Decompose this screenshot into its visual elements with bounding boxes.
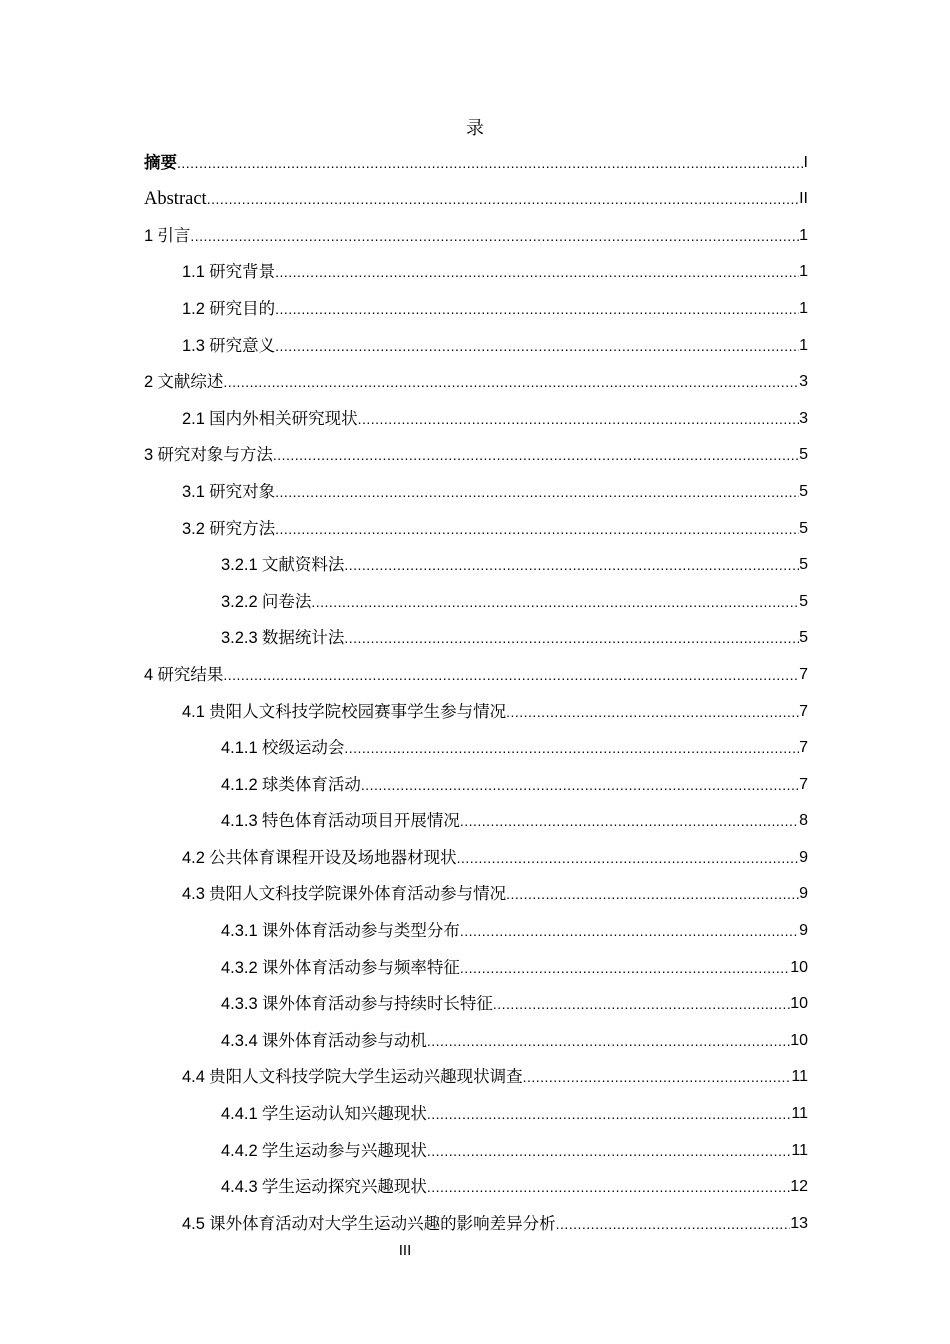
toc-entry-label bbox=[182, 298, 275, 320]
toc-entry-text: 文献资料法 bbox=[261, 555, 345, 575]
toc-entry[interactable] bbox=[144, 430, 808, 467]
toc-entry-label bbox=[221, 993, 493, 1015]
toc-entry-number: 4.3.2 bbox=[221, 958, 258, 977]
toc-entry-number: 1.1 bbox=[182, 263, 205, 282]
toc-entry-label bbox=[182, 481, 275, 503]
toc-entry-number: 3.2.2 bbox=[221, 592, 258, 611]
toc-entry-page: 5 bbox=[799, 592, 808, 610]
toc-entry-number: 3.2.1 bbox=[221, 556, 258, 575]
toc-entry-number: 2 bbox=[144, 373, 154, 392]
toc-dot-leader bbox=[275, 261, 799, 283]
toc-entry-text: 研究意义 bbox=[209, 335, 276, 355]
toc-entry-label bbox=[182, 408, 358, 430]
toc-dot-leader bbox=[358, 408, 800, 430]
toc-dot-leader bbox=[177, 152, 804, 174]
toc-entry-page: 5 bbox=[799, 482, 808, 500]
toc-entry-page: 1 bbox=[799, 299, 808, 317]
toc-dot-leader bbox=[273, 444, 799, 466]
toc-dot-leader bbox=[460, 810, 799, 832]
toc-dot-leader bbox=[361, 774, 799, 796]
toc-entry-text: 课外体育活动参与动机 bbox=[261, 1030, 427, 1050]
toc-entry-page: 9 bbox=[799, 922, 808, 940]
toc-entry-label bbox=[182, 335, 275, 357]
toc-entry-label bbox=[144, 225, 190, 247]
toc-entry-page: 5 bbox=[799, 446, 808, 464]
toc-entry-text: 课外体育活动参与频率特征 bbox=[261, 957, 460, 977]
toc-entry[interactable] bbox=[144, 613, 808, 650]
toc-entry-text: 问卷法 bbox=[261, 591, 312, 611]
toc-entry-text: 引言 bbox=[157, 225, 191, 245]
toc-entry[interactable] bbox=[144, 210, 808, 247]
toc-entry-label bbox=[221, 627, 344, 649]
toc-entry-text: Abstract bbox=[144, 189, 207, 210]
toc-entry-label bbox=[182, 883, 506, 905]
toc-entry-label bbox=[182, 847, 457, 869]
toc-entry-text: 国内外相关研究现状 bbox=[209, 408, 358, 428]
toc-dot-leader bbox=[457, 847, 800, 869]
toc-dot-leader bbox=[427, 1140, 792, 1162]
toc-entry-label bbox=[221, 957, 460, 979]
toc-dot-leader bbox=[344, 737, 799, 759]
toc-entry[interactable] bbox=[144, 357, 808, 394]
toc-entry-text: 课外体育活动对大学生运动兴趣的影响差异分析 bbox=[209, 1213, 556, 1233]
toc-entry-page: 3 bbox=[799, 409, 808, 427]
toc-dot-leader bbox=[427, 1030, 790, 1052]
toc-entry-text: 学生运动认知兴趣现状 bbox=[261, 1104, 427, 1124]
toc-entry-page: 10 bbox=[790, 958, 808, 976]
toc-entry-label bbox=[221, 1103, 427, 1125]
toc-entry-label bbox=[221, 591, 311, 613]
toc-dot-leader bbox=[427, 1103, 792, 1125]
toc-entry-page: 11 bbox=[791, 1141, 808, 1159]
toc-entry-label bbox=[144, 152, 177, 174]
toc-entry[interactable] bbox=[144, 247, 808, 284]
page-number-footer: III bbox=[398, 1242, 412, 1259]
toc-entry[interactable] bbox=[144, 393, 808, 430]
toc-entry-number: 3.1 bbox=[182, 482, 205, 501]
toc-entry-number: 4.1.3 bbox=[221, 812, 258, 831]
toc-entry-number: 3.2 bbox=[182, 519, 205, 538]
page-title: 录 bbox=[466, 118, 484, 138]
toc-dot-leader bbox=[523, 1066, 792, 1088]
toc-entry-label bbox=[221, 1140, 427, 1162]
toc-entry-label bbox=[221, 920, 460, 942]
toc-entry-text: 研究背景 bbox=[209, 262, 276, 282]
toc-entry-number: 4 bbox=[144, 665, 154, 684]
toc-dot-leader bbox=[223, 664, 799, 686]
toc-entry[interactable] bbox=[144, 759, 808, 796]
toc-entry-label bbox=[144, 188, 207, 210]
toc-entry-page: I bbox=[803, 153, 808, 171]
toc-dot-leader bbox=[207, 188, 799, 210]
toc-entry-number: 2.1 bbox=[182, 409, 205, 428]
toc-entry[interactable] bbox=[144, 174, 808, 211]
toc-entry[interactable] bbox=[144, 979, 808, 1016]
toc-entry-text: 课外体育活动参与持续时长特征 bbox=[261, 994, 493, 1014]
toc-entry-number: 4.3 bbox=[182, 885, 205, 904]
toc-entry[interactable] bbox=[144, 686, 808, 723]
toc-entry-number: 4.4.3 bbox=[221, 1178, 258, 1197]
toc-entry-page: 9 bbox=[799, 848, 808, 866]
toc-entry[interactable] bbox=[144, 869, 808, 906]
toc-entry-text: 研究对象与方法 bbox=[157, 445, 273, 465]
toc-entry-text: 研究目的 bbox=[209, 298, 276, 318]
toc-dot-leader bbox=[190, 225, 799, 247]
toc-entry-text: 数据统计法 bbox=[261, 628, 345, 648]
toc-entry-number: 4.4.2 bbox=[221, 1141, 258, 1160]
toc-entry[interactable] bbox=[144, 1125, 808, 1162]
toc-entry[interactable] bbox=[144, 1052, 808, 1089]
toc-entry-text: 贵阳人文科技学院大学生运动兴趣现状调查 bbox=[209, 1067, 523, 1087]
toc-entry-label bbox=[221, 737, 344, 759]
toc-entry-label bbox=[221, 554, 344, 576]
toc-entry[interactable] bbox=[144, 942, 808, 979]
toc-entry-text: 课外体育活动参与类型分布 bbox=[261, 921, 460, 941]
toc-entry[interactable] bbox=[144, 1088, 808, 1125]
toc-dot-leader bbox=[460, 920, 799, 942]
toc-entry-number: 3 bbox=[144, 446, 154, 465]
toc-entry-text: 研究方法 bbox=[209, 518, 276, 538]
toc-dot-leader bbox=[275, 335, 799, 357]
toc-entry-number: 1.2 bbox=[182, 299, 205, 318]
toc-entry-number: 1 bbox=[144, 226, 154, 245]
toc-entry[interactable] bbox=[144, 540, 808, 577]
toc-entry-label bbox=[221, 1176, 427, 1198]
toc-entry-text: 球类体育活动 bbox=[261, 774, 361, 794]
toc-entry-text: 公共体育课程开设及场地器材现状 bbox=[209, 847, 457, 867]
toc-entry-page: 13 bbox=[790, 1214, 808, 1232]
toc-entry-page: II bbox=[799, 190, 808, 208]
toc-entry-number: 1.3 bbox=[182, 336, 205, 355]
toc-entry-label bbox=[182, 701, 506, 723]
toc-entry-text: 贵阳人文科技学院课外体育活动参与情况 bbox=[209, 884, 507, 904]
toc-entry-text: 摘要 bbox=[144, 152, 177, 172]
toc-entry-label bbox=[182, 1213, 556, 1235]
toc-dot-leader bbox=[460, 957, 790, 979]
toc-entry-page: 7 bbox=[799, 702, 808, 720]
toc-entry-page: 10 bbox=[790, 1031, 808, 1049]
toc-entry-label bbox=[182, 518, 275, 540]
toc-entry-page: 1 bbox=[799, 226, 808, 244]
toc-entry-number: 4.5 bbox=[182, 1214, 205, 1233]
toc-entry-page: 1 bbox=[799, 263, 808, 281]
toc-dot-leader bbox=[344, 627, 799, 649]
toc-entry-text: 研究结果 bbox=[157, 664, 224, 684]
toc-entry[interactable] bbox=[144, 649, 808, 686]
toc-dot-leader bbox=[493, 993, 790, 1015]
toc-entry[interactable] bbox=[144, 723, 808, 760]
toc-entry-page: 11 bbox=[791, 1068, 808, 1086]
toc-entry-label bbox=[221, 1030, 427, 1052]
toc-entry-number: 4.1.2 bbox=[221, 775, 258, 794]
toc-entry[interactable] bbox=[144, 466, 808, 503]
toc-entry[interactable] bbox=[144, 905, 808, 942]
toc-entry-number: 4.3.4 bbox=[221, 1031, 258, 1050]
toc-entry-label bbox=[144, 371, 223, 393]
toc-dot-leader bbox=[556, 1213, 791, 1235]
toc-entry-label bbox=[144, 444, 273, 466]
toc-entry-page: 9 bbox=[799, 885, 808, 903]
toc-entry-page: 5 bbox=[799, 519, 808, 537]
toc-entry-text: 文献综述 bbox=[157, 372, 224, 392]
toc-entry[interactable] bbox=[144, 1162, 808, 1199]
toc-entry-page: 3 bbox=[799, 373, 808, 391]
toc-entry[interactable] bbox=[144, 1198, 808, 1235]
table-of-contents bbox=[144, 137, 808, 1235]
toc-entry-page: 5 bbox=[799, 629, 808, 647]
toc-entry-page: 7 bbox=[799, 665, 808, 683]
toc-entry-page: 8 bbox=[799, 812, 808, 830]
toc-entry[interactable] bbox=[144, 137, 808, 174]
toc-dot-leader bbox=[275, 298, 799, 320]
toc-entry-page: 1 bbox=[799, 336, 808, 354]
toc-dot-leader bbox=[506, 883, 799, 905]
toc-entry-text: 贵阳人文科技学院校园赛事学生参与情况 bbox=[209, 701, 507, 721]
toc-entry[interactable] bbox=[144, 283, 808, 320]
toc-entry-label bbox=[144, 664, 223, 686]
toc-entry-number: 4.3.3 bbox=[221, 995, 258, 1014]
toc-dot-leader bbox=[275, 481, 799, 503]
toc-dot-leader bbox=[275, 518, 799, 540]
toc-entry-label bbox=[221, 774, 361, 796]
toc-entry-text: 特色体育活动项目开展情况 bbox=[261, 811, 460, 831]
toc-entry-number: 4.4 bbox=[182, 1068, 205, 1087]
toc-entry-label bbox=[182, 1066, 523, 1088]
toc-entry-number: 4.4.1 bbox=[221, 1105, 258, 1124]
toc-entry-text: 学生运动参与兴趣现状 bbox=[261, 1140, 427, 1160]
toc-entry[interactable] bbox=[144, 796, 808, 833]
toc-entry[interactable] bbox=[144, 1015, 808, 1052]
toc-entry-label bbox=[221, 810, 460, 832]
toc-entry-number: 4.2 bbox=[182, 848, 205, 867]
toc-entry-page: 5 bbox=[799, 556, 808, 574]
toc-entry-text: 研究对象 bbox=[209, 481, 276, 501]
toc-entry-page: 11 bbox=[791, 1105, 808, 1123]
toc-entry-number: 4.1 bbox=[182, 702, 205, 721]
toc-entry-number: 3.2.3 bbox=[221, 629, 258, 648]
toc-entry-page: 12 bbox=[790, 1178, 808, 1196]
toc-dot-leader bbox=[506, 701, 799, 723]
toc-entry-number: 4.3.1 bbox=[221, 922, 258, 941]
toc-entry-number: 4.1.1 bbox=[221, 739, 258, 758]
toc-entry-text: 学生运动探究兴趣现状 bbox=[261, 1177, 427, 1197]
toc-entry[interactable] bbox=[144, 576, 808, 613]
toc-entry-page: 7 bbox=[799, 739, 808, 757]
toc-entry-page: 7 bbox=[799, 775, 808, 793]
toc-dot-leader bbox=[344, 554, 799, 576]
toc-dot-leader bbox=[311, 591, 799, 613]
toc-entry-page: 10 bbox=[790, 995, 808, 1013]
toc-dot-leader bbox=[223, 371, 799, 393]
toc-entry-text: 校级运动会 bbox=[261, 738, 345, 758]
toc-entry[interactable] bbox=[144, 832, 808, 869]
toc-entry[interactable] bbox=[144, 503, 808, 540]
toc-entry-label bbox=[182, 261, 275, 283]
toc-entry[interactable] bbox=[144, 320, 808, 357]
toc-dot-leader bbox=[427, 1176, 790, 1198]
